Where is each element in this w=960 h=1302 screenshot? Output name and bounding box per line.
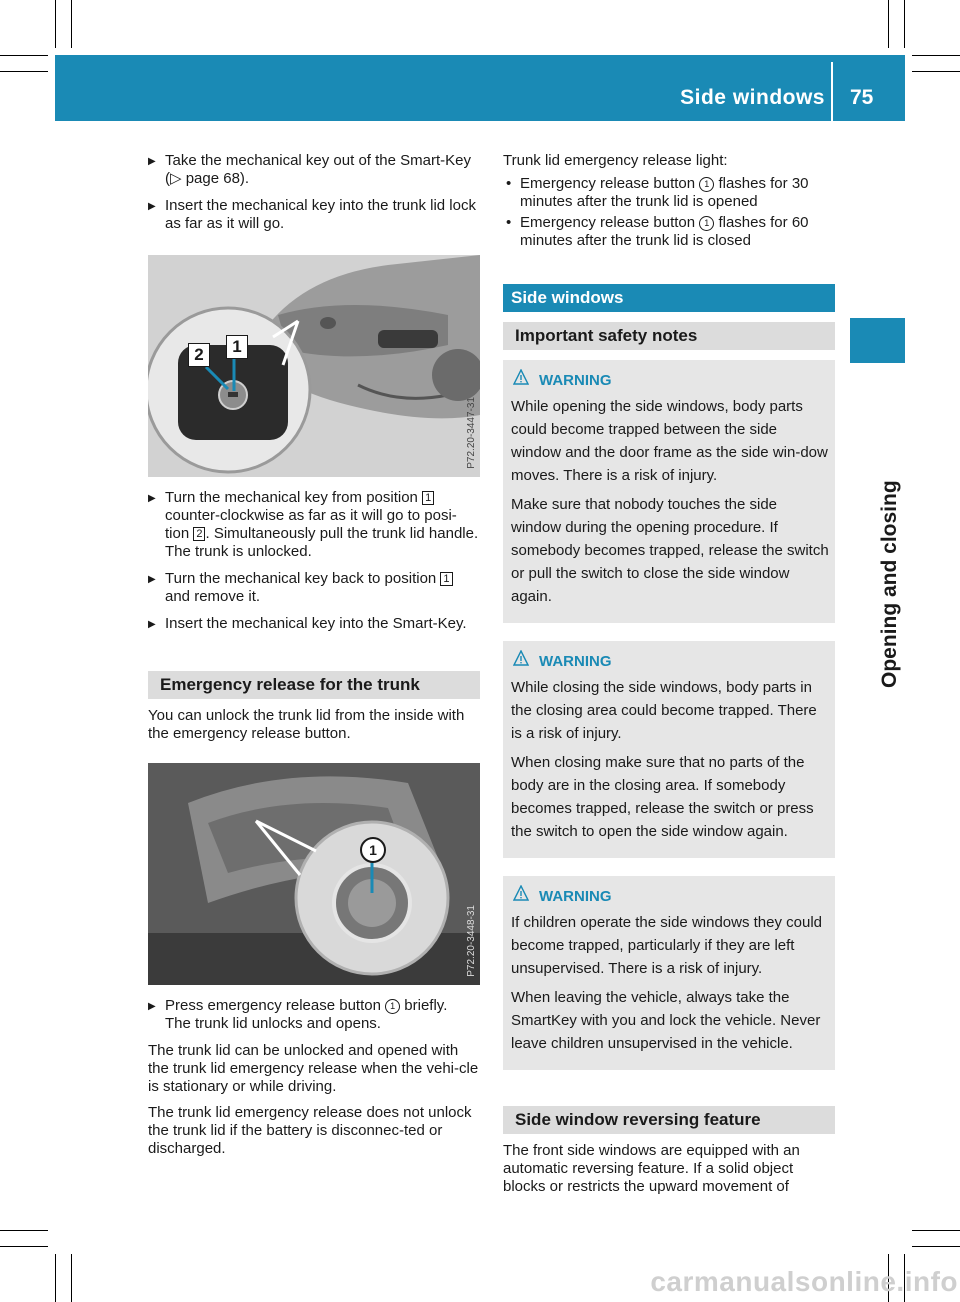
warning-label: WARNING [539, 372, 612, 389]
step-text: briefly. [400, 997, 448, 1014]
body-text: The trunk lid emergency release does not unlock the trunk lid if the battery is disconnec-ted or discharged. [148, 1104, 472, 1157]
warning-label: WARNING [539, 653, 612, 670]
step-text: . Simultaneously pull the trunk lid handle. [205, 525, 479, 542]
page-number: 75 [850, 86, 874, 109]
position-badge: 1 [440, 572, 452, 586]
figure-label-1: 1 [226, 335, 248, 359]
figure-label-2: 2 [188, 343, 210, 367]
warning-box [503, 876, 835, 1070]
instruction-step: ▶ Take the mechanical key out of the Smart-Key (▷ page 68). [148, 152, 480, 188]
warning-text: While opening the side windows, body parts could become trapped between the side window and the door frame as the side win-dow moves. There is a risk of injury. [511, 398, 828, 484]
crop-mark [888, 0, 889, 48]
bullet-text: flashes for 60 minutes after the trunk lid is closed [520, 214, 809, 249]
crop-mark [55, 0, 56, 48]
crop-mark [71, 1254, 72, 1302]
button-marker: 1 [699, 177, 714, 192]
warning-label: WARNING [539, 888, 612, 905]
crop-mark [912, 1230, 960, 1231]
crop-mark [912, 1246, 960, 1247]
subsection-heading: Important safety notes [503, 322, 835, 350]
right-column [503, 152, 835, 1204]
figure-trunk-lock [148, 255, 480, 477]
position-badge: 2 [193, 527, 205, 541]
step-result: The trunk is unlocked. [165, 543, 312, 560]
section-heading: Side windows [503, 284, 835, 312]
crop-mark [71, 0, 72, 48]
warning-title [511, 885, 829, 907]
subsection-heading: Side window reversing feature [503, 1106, 835, 1134]
instruction-step [148, 570, 480, 606]
step-result: The trunk lid unlocks and opens. [165, 1015, 381, 1032]
step-text: Turn the mechanical key from position [165, 489, 423, 506]
crop-mark [0, 1230, 48, 1231]
instruction-step [148, 489, 480, 561]
warning-triangle-icon [513, 369, 531, 391]
bullet-text: Emergency release button [520, 175, 700, 192]
step-text: and remove it. [165, 588, 261, 605]
figure-label-1: 1 [360, 837, 386, 863]
left-column [148, 152, 480, 1166]
warning-text: Make sure that nobody touches the side window during the opening procedure. If somebody becomes trapped, release the switch or pull the switch to close the side window again. [511, 496, 829, 605]
header-title: Side windows [680, 86, 825, 109]
warning-box [503, 641, 835, 858]
bullet-item [503, 175, 835, 211]
crop-mark [55, 1254, 56, 1302]
body-text: Trunk lid emergency release light: [503, 152, 728, 169]
warning-text: While closing the side windows, body parts in the closing area could become trapped. There is a risk of injury. [511, 679, 817, 742]
warning-text: When leaving the vehicle, always take the SmartKey with you and lock the vehicle. Never leave children unsupervised in the vehicle. [511, 989, 821, 1052]
section-heading: Emergency release for the trunk [148, 671, 480, 699]
button-marker: 1 [699, 216, 714, 231]
step-text: counter-clockwise as far as it will go to posi-tion [165, 507, 457, 542]
step-text: Turn the mechanical key back to position [165, 570, 441, 587]
position-badge: 1 [422, 491, 434, 505]
instruction-step [148, 997, 480, 1033]
figure-emergency-release [148, 763, 480, 985]
header-separator [831, 62, 833, 121]
warning-box [503, 360, 835, 623]
crop-mark [0, 1246, 48, 1247]
footer-watermark: carmanualsonline.info [650, 1266, 958, 1297]
bullet-item [503, 214, 835, 250]
side-tab-label [878, 368, 904, 688]
bullet-text: flashes for 30 minutes after the trunk lid is opened [520, 175, 809, 210]
warning-triangle-icon [513, 885, 531, 907]
button-marker: 1 [385, 999, 400, 1014]
body-text: You can unlock the trunk lid from the inside with the emergency release button. [148, 707, 465, 742]
figure-code: P72.20-3447-31 [466, 397, 477, 469]
warning-text: When closing make sure that no parts of the body are in the closing area. If somebody becomes trapped, release the switch or press the switch to open the side window again. [511, 754, 814, 840]
trunk-interior-illustration [148, 763, 480, 985]
warning-text: If children operate the side windows they could become trapped, particularly if they are left unsupervised. There is a risk of injury. [511, 914, 823, 977]
side-tab-text: Opening and closing [878, 480, 901, 688]
crop-mark [904, 0, 905, 48]
crop-mark [912, 55, 960, 56]
crop-mark [0, 55, 48, 56]
warning-title [511, 369, 829, 391]
warning-title [511, 650, 829, 672]
instruction-step: ▶ Insert the mechanical key into the Smart-Key. [148, 615, 480, 633]
side-tab-block [850, 318, 905, 363]
step-text: Press emergency release button [165, 997, 386, 1014]
warning-triangle-icon [513, 650, 531, 672]
instruction-step: ▶ Insert the mechanical key into the trunk lid lock as far as it will go. [148, 197, 480, 233]
body-text: The front side windows are equipped with an automatic reversing feature. If a solid object blocks or restricts the upward movement of [503, 1142, 800, 1195]
bullet-text: Emergency release button [520, 214, 700, 231]
figure-code: P72.20-3448-31 [466, 905, 477, 977]
crop-mark [912, 71, 960, 72]
body-text: The trunk lid can be unlocked and opened with the trunk lid emergency release when the vehi-cle is stationary or while driving. [148, 1042, 479, 1095]
crop-mark [0, 71, 48, 72]
